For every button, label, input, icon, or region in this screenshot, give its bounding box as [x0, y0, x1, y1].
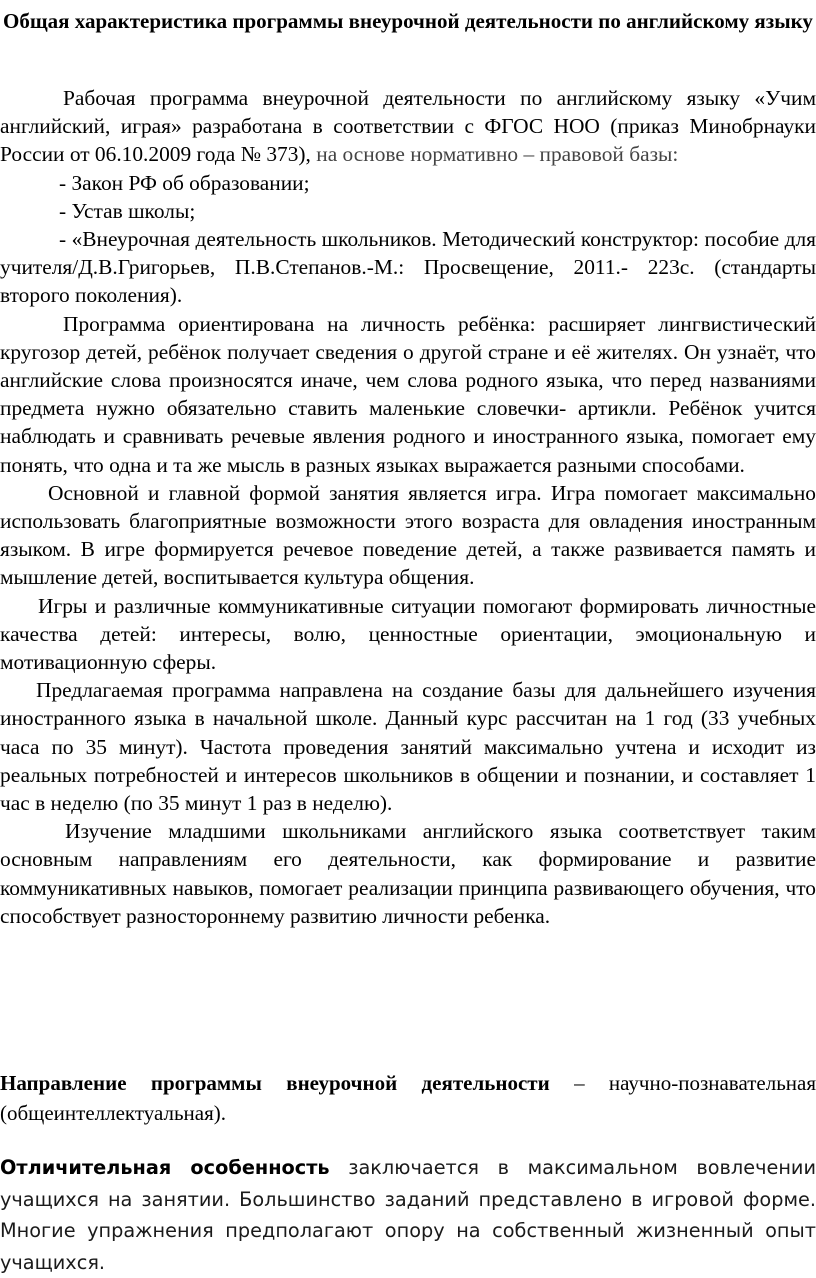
list-item-charter: - Устав школы; [59, 198, 196, 223]
feature-section [0, 1152, 816, 1278]
document-body [0, 84, 816, 930]
intro-continuation-text: на основе нормативно – правовой базы: [310, 142, 679, 167]
paragraph-study: Изучение младшими школьниками английского языка соответствует таким основным направлениям его деятельности, как формирование и развитие коммуникативных навыков, помогает реализации принципа развивающего обучения, что способствует разностороннему развитию личности ребенка. [0, 819, 816, 928]
direction-section [0, 1068, 816, 1128]
paragraph-game-form: Основной и главной формой занятия является игра. Игра помогает максимально использовать благоприятные возможности этого возраста для овладения иностранным языком. В игре формируется речевое поведение детей, а также развивается память и мышление детей, воспитывается культура общения. [0, 480, 816, 590]
direction-text: – научно-познавательная (общеинтеллектуальная). [0, 1071, 816, 1125]
feature-text: заключается в максимальном вовлечении учащихся на занятии. Большинство заданий представлено в игровой форме. Многие упражнения предполагают опору на собственный жизненный опыт учащихся. [0, 1156, 816, 1274]
intro-paragraph [0, 84, 816, 169]
document-title: Общая характеристика программы внеурочной деятельности по английскому языку [3, 9, 813, 33]
feature-label: Отличительная особенность [0, 1156, 330, 1179]
paragraph-orientation: Программа ориентирована на личность ребёнка: расширяет лингвистический кругозор детей, ребёнок получает сведения о другой стране и её жителях. Он узнаёт, что английские слова произносятся иначе, чем слова родного языка, что перед названиями предмета нужно обязательно ставить маленькие словечки- артикли. Ребёнок учится наблюдать и сравнивать речевые явления родного и иностранного языка, помогает ему понять, что одна и та же мысль в разных языках выражается разными способами. [0, 311, 816, 477]
list-item-reference: - «Внеурочная деятельность школьников. Методический конструктор: пособие для учителя/Д.В.Григорьев, П.В.Степанов.-М.: Просвещение, 2011.- 223с. (стандарты второго поколения). [0, 227, 816, 308]
list-item-law: - Закон РФ об образовании; [59, 170, 310, 195]
paragraph-course: Предлагаемая программа направлена на создание базы для дальнейшего изучения иностранного языка в начальной школе. Данный курс рассчитан на 1 год (33 учебных часа по 35 минут). Частота проведения занятий максимально учтена и исходит из реальных потребностей и интересов школьников в общении и познании, и составляет 1 час в неделю (по 35 минут 1 раз в неделю). [0, 678, 816, 816]
intro-main-text: Рабочая программа внеурочной деятельности по английскому языку «Учим английский, играя» разработана в соответствии с ФГОС НОО (приказ Минобрнауки России от 06.10.2009 года № 373), [0, 86, 816, 167]
direction-label: Направление программы внеурочной деятельности [0, 1071, 550, 1095]
paragraph-communicative: Игры и различные коммуникативные ситуации помогают формировать личностные качества детей: интересы, волю, ценностные ориентации, эмоциональную и мотивационную сферы. [0, 593, 816, 675]
